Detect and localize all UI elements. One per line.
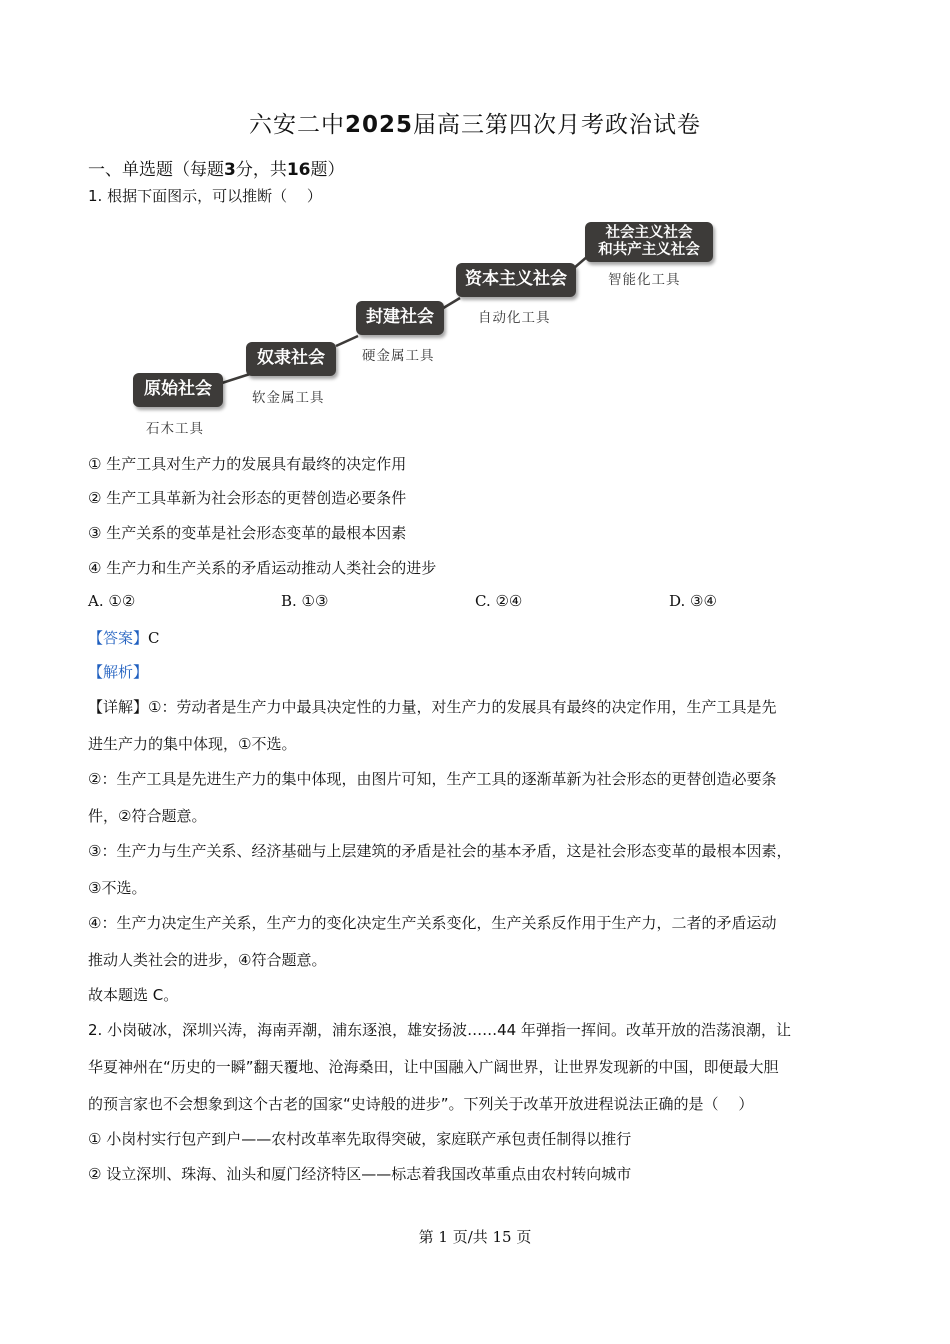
title-year: 2025 (344, 112, 413, 138)
detail-line-1 (88, 696, 776, 717)
q2-statement-1: ① 小岗村实行包产到户——农村改革率先取得突破，家庭联产承包责任制得以推行 (88, 1130, 632, 1148)
q1-statement-3: ③ 生产关系的变革是社会形态变革的最根本因素 (88, 524, 407, 542)
detail-line-9: 故本题选 C。 (88, 986, 179, 1004)
q1-option-b: B. ①③ (281, 592, 329, 610)
q1-statement-2: ② 生产工具革新为社会形态的更替创造必要条件 (88, 489, 407, 507)
q1-statement-1: ① 生产工具对生产力的发展具有最终的决定作用 (88, 455, 407, 473)
q1-answer (88, 627, 160, 648)
detail-text-1: ①：劳动者是生产力中最具决定性的力量，对生产力的发展具有最终的决定作用，生产工具是先 (148, 698, 777, 716)
section-text-1: 一、单选题（每题 (88, 160, 224, 180)
q2-line-1: 2. 小岗破冰，深圳兴涛，海南弄潮，浦东逐浪，雄安扬波……44 年弹指一挥间。改革开放的浩荡浪潮，让 (88, 1021, 791, 1039)
q2-line-3: 的预言家也不会想象到这个古老的国家“史诗般的进步”。下列关于改革开放进程说法正确的是（ ） (88, 1095, 754, 1113)
section-count: 16 (286, 160, 311, 180)
detail-line-3: ②：生产工具是先进生产力的集中体现，由图片可知，生产工具的逐渐革新为社会形态的更替创造必要条 (88, 770, 777, 788)
stage-socialist (585, 222, 713, 262)
analysis-label: 【解析】 (88, 663, 149, 681)
detail-line-7: ④：生产力决定生产关系，生产力的变化决定生产关系变化，生产关系反作用于生产力，二者的矛盾运动 (88, 914, 777, 932)
stage-socialist-line1: 社会主义社会 (605, 225, 693, 242)
section-score: 3 (224, 160, 236, 180)
q2-statement-2: ② 设立深圳、珠海、汕头和厦门经济特区——标志着我国改革重点由农村转向城市 (88, 1165, 632, 1183)
page-footer: 第 1 页/共 15 页 (418, 1228, 532, 1246)
stage-primitive: 原始社会 (133, 373, 223, 407)
q1-option-a: A. ①② (88, 592, 136, 610)
stage-slave: 奴隶社会 (246, 342, 336, 376)
answer-label: 【答案】 (88, 629, 149, 647)
detail-line-2: 进生产力的集中体现，①不选。 (88, 735, 297, 753)
title-suffix: 届高三第四次月考政治试卷 (413, 112, 701, 138)
detail-line-5: ③：生产力与生产关系、经济基础与上层建筑的矛盾是社会的基本矛盾，这是社会形态变革的最根本因素， (88, 842, 792, 860)
stage-capitalist: 资本主义社会 (456, 263, 576, 297)
stage-socialist-line2: 和共产主义社会 (598, 242, 700, 258)
title-prefix: 六安二中 (248, 112, 345, 138)
detail-line-6: ③不选。 (88, 879, 147, 897)
q1-option-d: D. ③④ (669, 592, 717, 610)
q1-stem: 1. 根据下面图示，可以推断（ ） (88, 187, 322, 205)
detail-label: 【详解】 (88, 698, 149, 716)
section-text-3: 题） (310, 160, 345, 180)
detail-line-4: 件，②符合题意。 (88, 807, 207, 825)
q1-option-c: C. ②④ (475, 592, 523, 610)
detail-line-8: 推动人类社会的进步，④符合题意。 (88, 951, 327, 969)
stage-feudal: 封建社会 (356, 301, 444, 335)
society-diagram (0, 0, 950, 450)
tool-primitive: 石木工具 (146, 421, 204, 437)
q2-line-2: 华夏神州在“历史的一瞬”翻天覆地、沧海桑田，让中国融入广阔世界，让世界发现新的中国，即便最大胆 (88, 1058, 779, 1076)
tool-capitalist: 自动化工具 (478, 310, 551, 326)
answer-value: C (148, 629, 160, 647)
section-text-2: 分，共 (235, 160, 287, 180)
tool-feudal: 硬金属工具 (362, 348, 435, 364)
tool-socialist: 智能化工具 (608, 272, 681, 288)
tool-slave: 软金属工具 (252, 390, 325, 406)
q1-statement-4: ④ 生产力和生产关系的矛盾运动推动人类社会的进步 (88, 559, 437, 577)
